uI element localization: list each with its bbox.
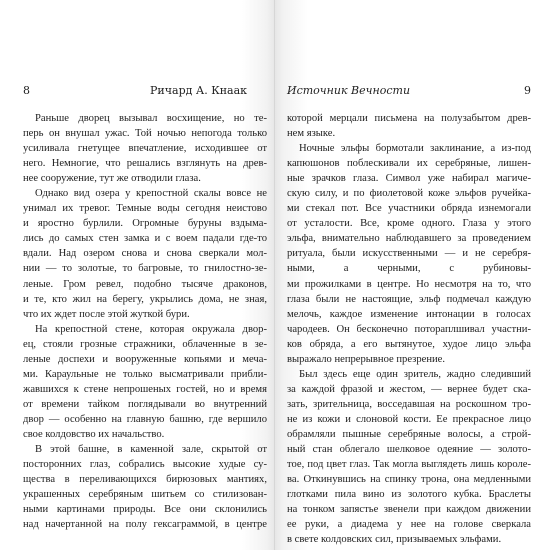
text-line: ми стекал пот. Все участники обряда изнемогали — [287, 203, 531, 215]
text-line: ми. Караульные не только высматривали прибли- — [23, 368, 267, 380]
text-line: двор — особенно на главную башню, где вершило — [23, 413, 267, 425]
text-line: унимал их тревог. Темные воды сегодня неистово — [23, 203, 267, 215]
text-line: В этой башне, в каменной зале, скрытой от — [35, 444, 267, 456]
text-line: нее сооружение, тут же отводили глаза. — [23, 173, 201, 185]
text-line: ец, стояли грозные стражники, облаченные в зе- — [23, 338, 267, 350]
page-number: 9 — [524, 84, 531, 97]
text-line: Раньше дворец вызывал восхищение, но те- — [35, 113, 267, 124]
text-line: лись до самых стен замка и с воем падали где-то — [23, 233, 267, 245]
text-line: ными картинами природы. Все они склонились — [23, 504, 267, 516]
text-line: за каждой фразой и жестом, — вернее будет ска- — [287, 383, 531, 395]
text-line: ми прожилками в центре. Но несмотря на то, что — [287, 278, 531, 290]
right-page — [275, 0, 550, 550]
text-line: ритуала, были искусственными — и не серебря- — [287, 248, 531, 260]
text-line: над начертанной на полу гексаграммой, в центре — [23, 519, 267, 531]
text-line: на тонком запястье звенели при каждом движении — [287, 504, 531, 516]
body-text — [287, 111, 531, 547]
text-line: которой мерцали письмена на полузабытом древ- — [287, 113, 531, 124]
text-line: вдали. Над озером снова и снова сверкали мол- — [23, 248, 267, 260]
text-line: ные зрачков глаза. Символ уже набирал магиче- — [287, 173, 531, 185]
text-line: что их ждет после этой жуткой бури. — [23, 308, 190, 320]
text-line: ва. Откинувшись на спинку трона, она медленными — [287, 474, 531, 486]
text-line: мелочь, каждое изменение интонации в голосах — [287, 308, 531, 320]
text-line: и те, кто жил на берегу, укрылись дома, не зная, — [23, 293, 267, 305]
text-line: чародеев. Он бесконечно потораплшивал участни- — [287, 323, 531, 335]
text-line: скую силу, и по фиолетовой коже эльфов ручейка- — [287, 188, 531, 200]
text-line: посторонних глаз, собрались высокие худые су- — [23, 459, 267, 471]
text-line: ный стан облегало шелковое одеяние — золото- — [287, 444, 531, 456]
text-line: перь он внушал ужас. Той ночью непогода только — [23, 128, 267, 140]
text-line: и яростно бурлили. Огромные буруны вздыма- — [23, 218, 267, 230]
text-line: нем языке. — [287, 128, 336, 140]
text-line: На крепостной стене, которая окружала двор- — [35, 323, 267, 335]
text-line: от времени тайком поглядывали во внутренний — [23, 398, 267, 410]
text-line: глаза были не настоящие, эльф подмечал каждую — [287, 293, 531, 305]
text-line: жавшихся к стене непрошеных гостей, но и время — [23, 383, 267, 395]
text-line: нии — то золотые, то багровые, то гнилостно-зе- — [23, 263, 267, 275]
text-line: от усталости. Все, кроме одного. Глаза у этого — [287, 218, 531, 230]
text-line: леные доспехи и вооруженные копьями и меча- — [23, 353, 267, 365]
text-line: не из кожи и слоновой кости. Ее прекрасное лицо — [287, 413, 531, 425]
text-line: капюшонов поблескивали их серебряные, лишен- — [287, 158, 531, 170]
text-line: ее руки, а диадема у нее на голове сверкала — [287, 519, 531, 531]
text-line: обрамляли пышные серебряные волосы, а строй- — [287, 428, 531, 440]
text-line: зать, зрительница, восседавшая на роскошном тро- — [287, 398, 531, 410]
text-line: эльфа, внимательно наблюдавшего за проведением — [287, 233, 531, 245]
text-line: тое, под цвет глаз. Так могла выглядеть лишь короле- — [287, 459, 531, 471]
text-line: Однако вид озера у крепостной скалы вовсе не — [35, 188, 267, 200]
text-line: глотками пила вино из золотого кубка. Браслеты — [287, 489, 531, 501]
text-line: украшенных серебряным шитьем со стилизован- — [23, 489, 267, 501]
running-header: Источник Вечности — [287, 84, 411, 97]
text-line: выражало непрерывное презрение. — [287, 353, 446, 365]
text-line: в свете колдовских сил, призываемых эльфами. — [287, 534, 502, 546]
text-line: щества в переливающихся бирюзовых мантиях, — [23, 474, 267, 486]
text-line: Ночные эльфы бормотали заклинание, а из-под — [299, 143, 531, 155]
page-number: 8 — [23, 84, 30, 97]
text-line: усиливала гнетущее впечатление, исходившее от — [23, 143, 267, 155]
text-line: леные. Гром ревел, подобно тысяче драконов, — [23, 278, 267, 290]
running-header: Ричард А. Кнаак — [150, 84, 248, 97]
text-line: свое колдовство их начальство. — [23, 428, 165, 440]
text-line: ков обряда, а его вытянутое, худое лицо эльфа — [287, 338, 531, 350]
text-line: ными, а черными, с рубиновы- — [287, 263, 531, 275]
text-line: Был здесь еще один зритель, жадно следивший — [299, 368, 531, 380]
text-line: него. Немногие, что решались взглянуть на древ- — [23, 158, 267, 170]
body-text — [23, 111, 267, 532]
